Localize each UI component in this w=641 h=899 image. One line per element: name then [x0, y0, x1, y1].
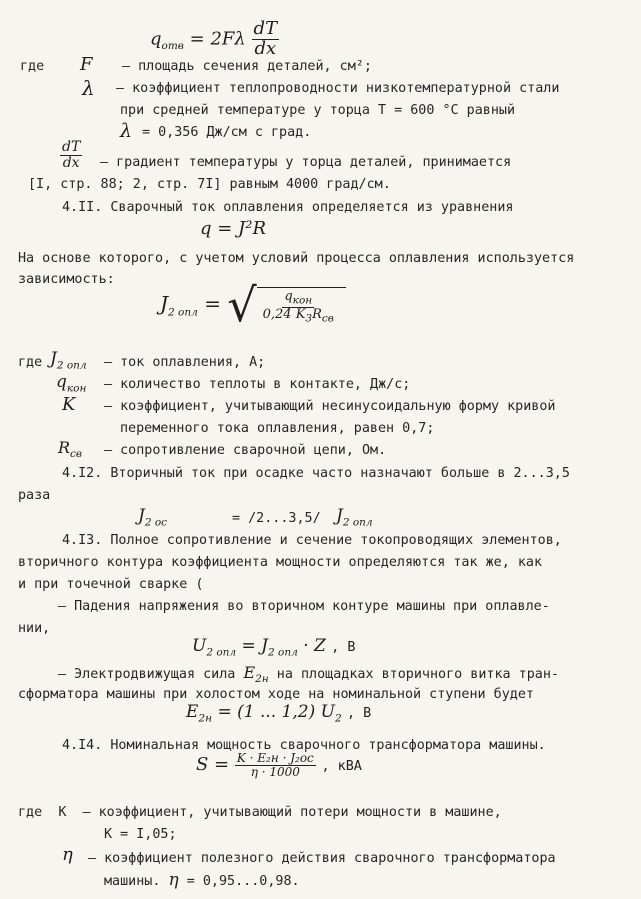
paragraph-4-14: 4.I4. Номинальная мощность сварочного трансформатора машины. [62, 738, 546, 753]
paragraph-drop-1: – Падения напряжения во вторичном контуре машины при оплавле- [58, 599, 550, 614]
formula-q-otv: $q_{отв} = 2F\lambda$ $\frac{dT}{dx}$ [150, 18, 278, 59]
line-gde-f: где [20, 59, 45, 74]
paragraph-4-13-3: и при точечной сварке ( [18, 577, 204, 592]
symbol-dtdx: $\frac{dT}{dx}$ [62, 139, 81, 171]
formula-u2: $U_{2 опл} = J_{2 опл} \cdot Z$ , В [192, 636, 356, 659]
paragraph-drop-2: нии, [18, 621, 51, 636]
def-k-text-1: – коэффициент, учитывающий несинусоидальную форму кривой [104, 399, 556, 414]
formula-e2n: $E_{2н} = (1$ ... 1,2) $U_2$ , В [186, 702, 372, 725]
def-eta-line-2: машины. η = 0,95...0,98. [104, 870, 300, 890]
def-eta-text-1: – коэффициент полезного действия сварочного трансформатора [88, 851, 556, 866]
text-grad-2: [I, стр. 88; 2, стр. 7I] равным 4000 град/см. [28, 177, 391, 192]
symbol-lambda: λ [82, 76, 95, 100]
def-q-text: – количество теплоты в контакте, Дж/с; [104, 377, 411, 392]
paragraph-4-11: 4.II. Сварочный ток оплавления определяется из уравнения [62, 200, 514, 215]
paragraph-4-12-2: раза [18, 488, 51, 503]
formula-j2-oc: $J_{2 ос}$ [138, 506, 168, 529]
paragraph-4-13-1: 4.I3. Полное сопротивление и сечение токопроводящих элементов, [62, 533, 562, 548]
text-lambda-def-1: – коэффициент теплопроводности низкотемпературной стали [116, 81, 560, 96]
formula-j2-opl: $J_{2 опл}$ = √ $\frac{q_{кон}}{0,24 K_3R_{св}}$ [160, 282, 346, 328]
def-k-symbol: K [62, 394, 76, 415]
text-lambda-def-2: при средней температуре у торца T = 600 °C равный [120, 103, 516, 118]
def-K-line-1: где К – коэффициент, учитывающий потери мощности в машине, [18, 805, 502, 820]
text-lambda-value: = 0,356 Дж/см с град. [142, 125, 312, 140]
formula-j2-oc-mid: = /2...3,5/ [232, 511, 321, 526]
formula-j2-oc-rhs: $J_{2 опл}$ [336, 506, 373, 529]
def-j-text: – ток оплавления, А; [104, 355, 266, 370]
symbol-f: F [80, 54, 93, 75]
paragraph-based-2: зависимость: [18, 272, 115, 287]
def-eta-symbol: η [62, 844, 73, 865]
symbol-lambda-2: λ [120, 120, 133, 142]
formula-q-eq: q = J²R [200, 218, 267, 239]
def-j-symbol: $J_{2 опл}$ [50, 349, 87, 372]
def-r-text: – сопротивление сварочной цепи, Ом. [104, 443, 387, 458]
def-q-symbol: $q_{кон}$ [56, 372, 87, 395]
def-k-text-2: переменного тока оплавления, равен 0,7; [120, 421, 435, 436]
def-K-line-2: К = I,05; [104, 827, 177, 842]
text-grad-1: – градиент температуры у торца деталей, принимается [100, 155, 512, 170]
paragraph-emf-2: сформатора машины при холостом ходе на номинальной ступени будет [18, 687, 534, 702]
text-f-def: – площадь сечения деталей, см²; [122, 59, 372, 74]
paragraph-4-12-1: 4.I2. Вторичный ток при осадке часто назначают больше в 2...3,5 [62, 466, 570, 481]
paragraph-4-13-2: вторичного контура коэффициента мощности определяются так же, как [18, 555, 543, 570]
paragraph-based-1: На основе которого, с учетом условий процесса оплавления используется [18, 251, 575, 266]
formula-s: S = $\frac{\text{K · E₂н · J₂ос}}{\eta \cdot 1000}$ , кВА [196, 751, 362, 779]
paragraph-emf-1: – Электродвижущая сила $E_{2н}$ на площадках вторичного витка тран- [58, 663, 559, 686]
def-j-gde: где [18, 355, 43, 370]
def-r-symbol: $R_{св}$ [58, 438, 83, 461]
